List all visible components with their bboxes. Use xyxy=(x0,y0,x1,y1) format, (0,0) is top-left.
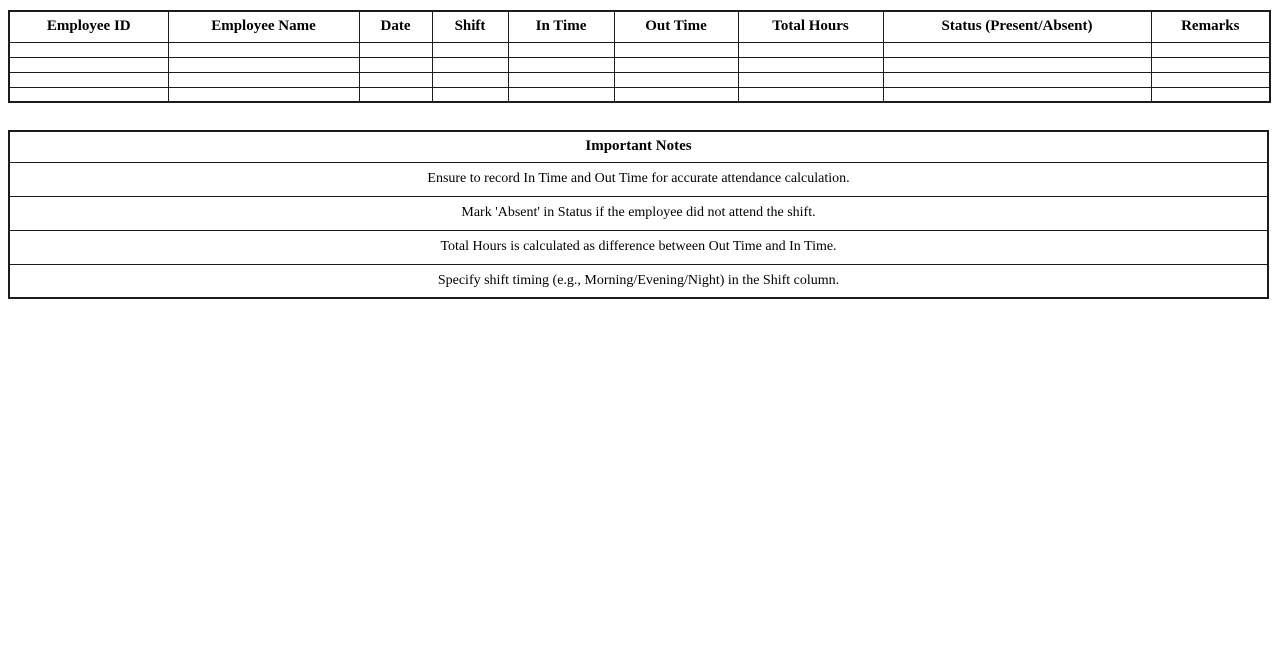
column-header-shift: Shift xyxy=(432,11,508,42)
note-row xyxy=(9,162,1268,196)
empty-cell xyxy=(9,57,168,72)
empty-cell xyxy=(168,42,359,57)
empty-cell xyxy=(432,57,508,72)
table-row xyxy=(9,87,1270,102)
column-header-out-time: Out Time xyxy=(614,11,738,42)
attendance-table-body xyxy=(9,42,1270,102)
column-header-date: Date xyxy=(359,11,432,42)
empty-cell xyxy=(614,72,738,87)
note-text: Mark 'Absent' in Status if the employee did not attend the shift. xyxy=(9,196,1268,230)
empty-cell xyxy=(9,42,168,57)
note-row xyxy=(9,264,1268,298)
column-header-total-hours: Total Hours xyxy=(738,11,883,42)
column-header-status: Status (Present/Absent) xyxy=(883,11,1151,42)
empty-cell xyxy=(1151,87,1270,102)
attendance-table xyxy=(8,10,1271,103)
attendance-header-row xyxy=(9,11,1270,42)
column-header-remarks: Remarks xyxy=(1151,11,1270,42)
table-row xyxy=(9,72,1270,87)
empty-cell xyxy=(738,87,883,102)
empty-cell xyxy=(1151,72,1270,87)
notes-header-row xyxy=(9,131,1268,162)
empty-cell xyxy=(9,87,168,102)
empty-cell xyxy=(883,87,1151,102)
empty-cell xyxy=(359,87,432,102)
empty-cell xyxy=(9,72,168,87)
notes-title: Important Notes xyxy=(9,131,1268,162)
empty-cell xyxy=(614,42,738,57)
empty-cell xyxy=(883,72,1151,87)
empty-cell xyxy=(614,87,738,102)
empty-cell xyxy=(1151,42,1270,57)
empty-cell xyxy=(359,57,432,72)
empty-cell xyxy=(168,57,359,72)
note-row xyxy=(9,196,1268,230)
empty-cell xyxy=(432,87,508,102)
notes-table xyxy=(8,130,1269,299)
notes-table-body xyxy=(9,162,1268,298)
note-text: Total Hours is calculated as difference between Out Time and In Time. xyxy=(9,230,1268,264)
empty-cell xyxy=(508,87,614,102)
empty-cell xyxy=(359,42,432,57)
empty-cell xyxy=(432,72,508,87)
empty-cell xyxy=(738,57,883,72)
note-text: Specify shift timing (e.g., Morning/Evening/Night) in the Shift column. xyxy=(9,264,1268,298)
empty-cell xyxy=(883,57,1151,72)
column-header-in-time: In Time xyxy=(508,11,614,42)
empty-cell xyxy=(883,42,1151,57)
empty-cell xyxy=(432,42,508,57)
table-row xyxy=(9,42,1270,57)
empty-cell xyxy=(1151,57,1270,72)
empty-cell xyxy=(168,87,359,102)
empty-cell xyxy=(738,42,883,57)
note-row xyxy=(9,230,1268,264)
note-text: Ensure to record In Time and Out Time for accurate attendance calculation. xyxy=(9,162,1268,196)
column-header-employee-id: Employee ID xyxy=(9,11,168,42)
empty-cell xyxy=(359,72,432,87)
column-header-employee-name: Employee Name xyxy=(168,11,359,42)
empty-cell xyxy=(168,72,359,87)
empty-cell xyxy=(508,57,614,72)
table-row xyxy=(9,57,1270,72)
empty-cell xyxy=(508,42,614,57)
empty-cell xyxy=(508,72,614,87)
empty-cell xyxy=(738,72,883,87)
empty-cell xyxy=(614,57,738,72)
